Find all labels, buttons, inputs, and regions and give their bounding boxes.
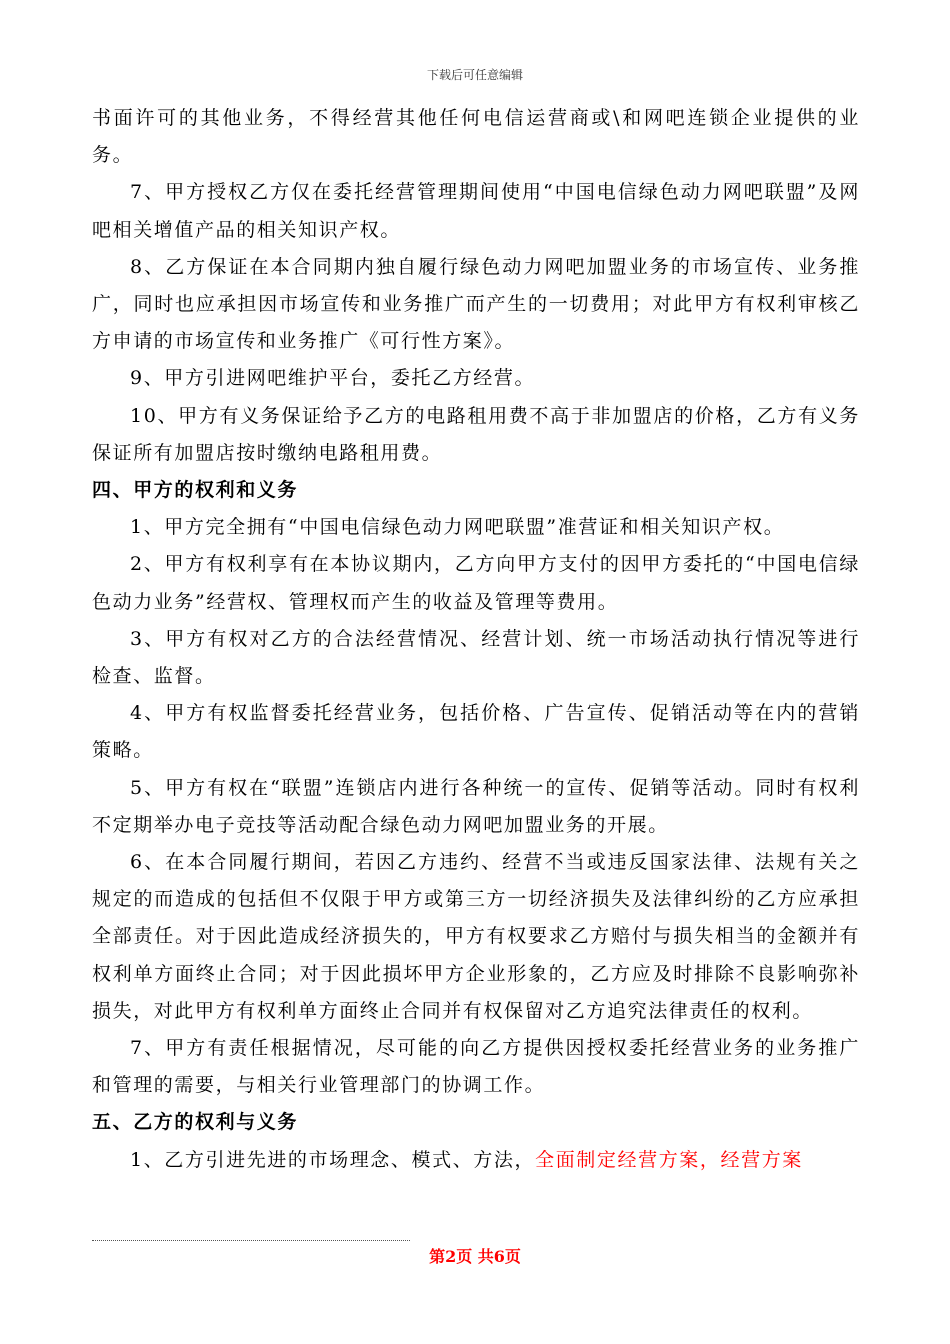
clause-4-1: 1、甲方完全拥有“中国电信绿色动力网吧联盟”准营证和相关知识产权。 — [130, 516, 785, 539]
document-body — [92, 100, 860, 1179]
clause-4-4: 4、甲方有权监督委托经营业务，包括价格、广告宣传、促销活动等在内的营销策略。 — [92, 702, 860, 762]
section-heading-4: 四、甲方的权利和义务 — [92, 479, 299, 502]
clause-3-10: 10、甲方有义务保证给予乙方的电路租用费不高于非加盟店的价格，乙方有义务保证所有加盟店按时缴纳电路租用费。 — [92, 404, 860, 464]
clause-5-1-text: 1、乙方引进先进的市场理念、模式、方法， — [130, 1148, 536, 1171]
clause-5-1-highlight: 全面制定经营方案，经营方案 — [535, 1148, 803, 1171]
section-heading-5: 五、乙方的权利与义务 — [92, 1111, 299, 1134]
clause-4-6: 6、在本合同履行期间，若因乙方违约、经营不当或违反国家法律、法规有关之规定的而造成的包括但不仅限于甲方或第三方一切经济损失及法律纠纷的乙方应承担全部责任。对于因此造成经济损失的，甲方有权要求乙方赔付与损失相当的金额并有权利单方面终止合同；对于因此损坏甲方企业形象的，乙方应及时排除不良影响弥补损失，对此甲方有权利单方面终止合同并有权保留对乙方追究法律责任的权利。 — [92, 851, 860, 1022]
page-number: 第2页 共6页 — [429, 1247, 521, 1266]
page-header: 下载后可任意编辑 — [426, 68, 523, 82]
footer-divider — [92, 1240, 410, 1241]
clause-3-9: 9、甲方引进网吧维护平台，委托乙方经营。 — [130, 367, 536, 390]
paragraph-continuation: 书面许可的其他业务，不得经营其他任何电信运营商或\和网吧连锁企业提供的业务。 — [92, 107, 860, 167]
clause-3-8: 8、乙方保证在本合同期内独自履行绿色动力网吧加盟业务的市场宣传、业务推广，同时也应承担因市场宣传和业务推广而产生的一切费用；对此甲方有权利审核乙方申请的市场宣传和业务推广《可行性方案》。 — [92, 255, 860, 353]
clause-4-5: 5、甲方有权在“联盟”连锁店内进行各种统一的宣传、促销等活动。同时有权利不定期举办电子竞技等活动配合绿色动力网吧加盟业务的开展。 — [92, 776, 860, 836]
clause-4-7: 7、甲方有责任根据情况，尽可能的向乙方提供因授权委托经营业务的业务推广和管理的需要，与相关行业管理部门的协调工作。 — [92, 1037, 860, 1097]
clause-3-7: 7、甲方授权乙方仅在委托经营管理期间使用“中国电信绿色动力网吧联盟”及网吧相关增值产品的相关知识产权。 — [92, 181, 860, 241]
clause-5-1 — [92, 1142, 860, 1179]
clause-4-3: 3、甲方有权对乙方的合法经营情况、经营计划、统一市场活动执行情况等进行检查、监督。 — [92, 627, 860, 688]
clause-4-2: 2、甲方有权利享有在本协议期内，乙方向甲方支付的因甲方委托的“中国电信绿色动力业务”经营权、管理权而产生的收益及管理等费用。 — [92, 553, 860, 613]
